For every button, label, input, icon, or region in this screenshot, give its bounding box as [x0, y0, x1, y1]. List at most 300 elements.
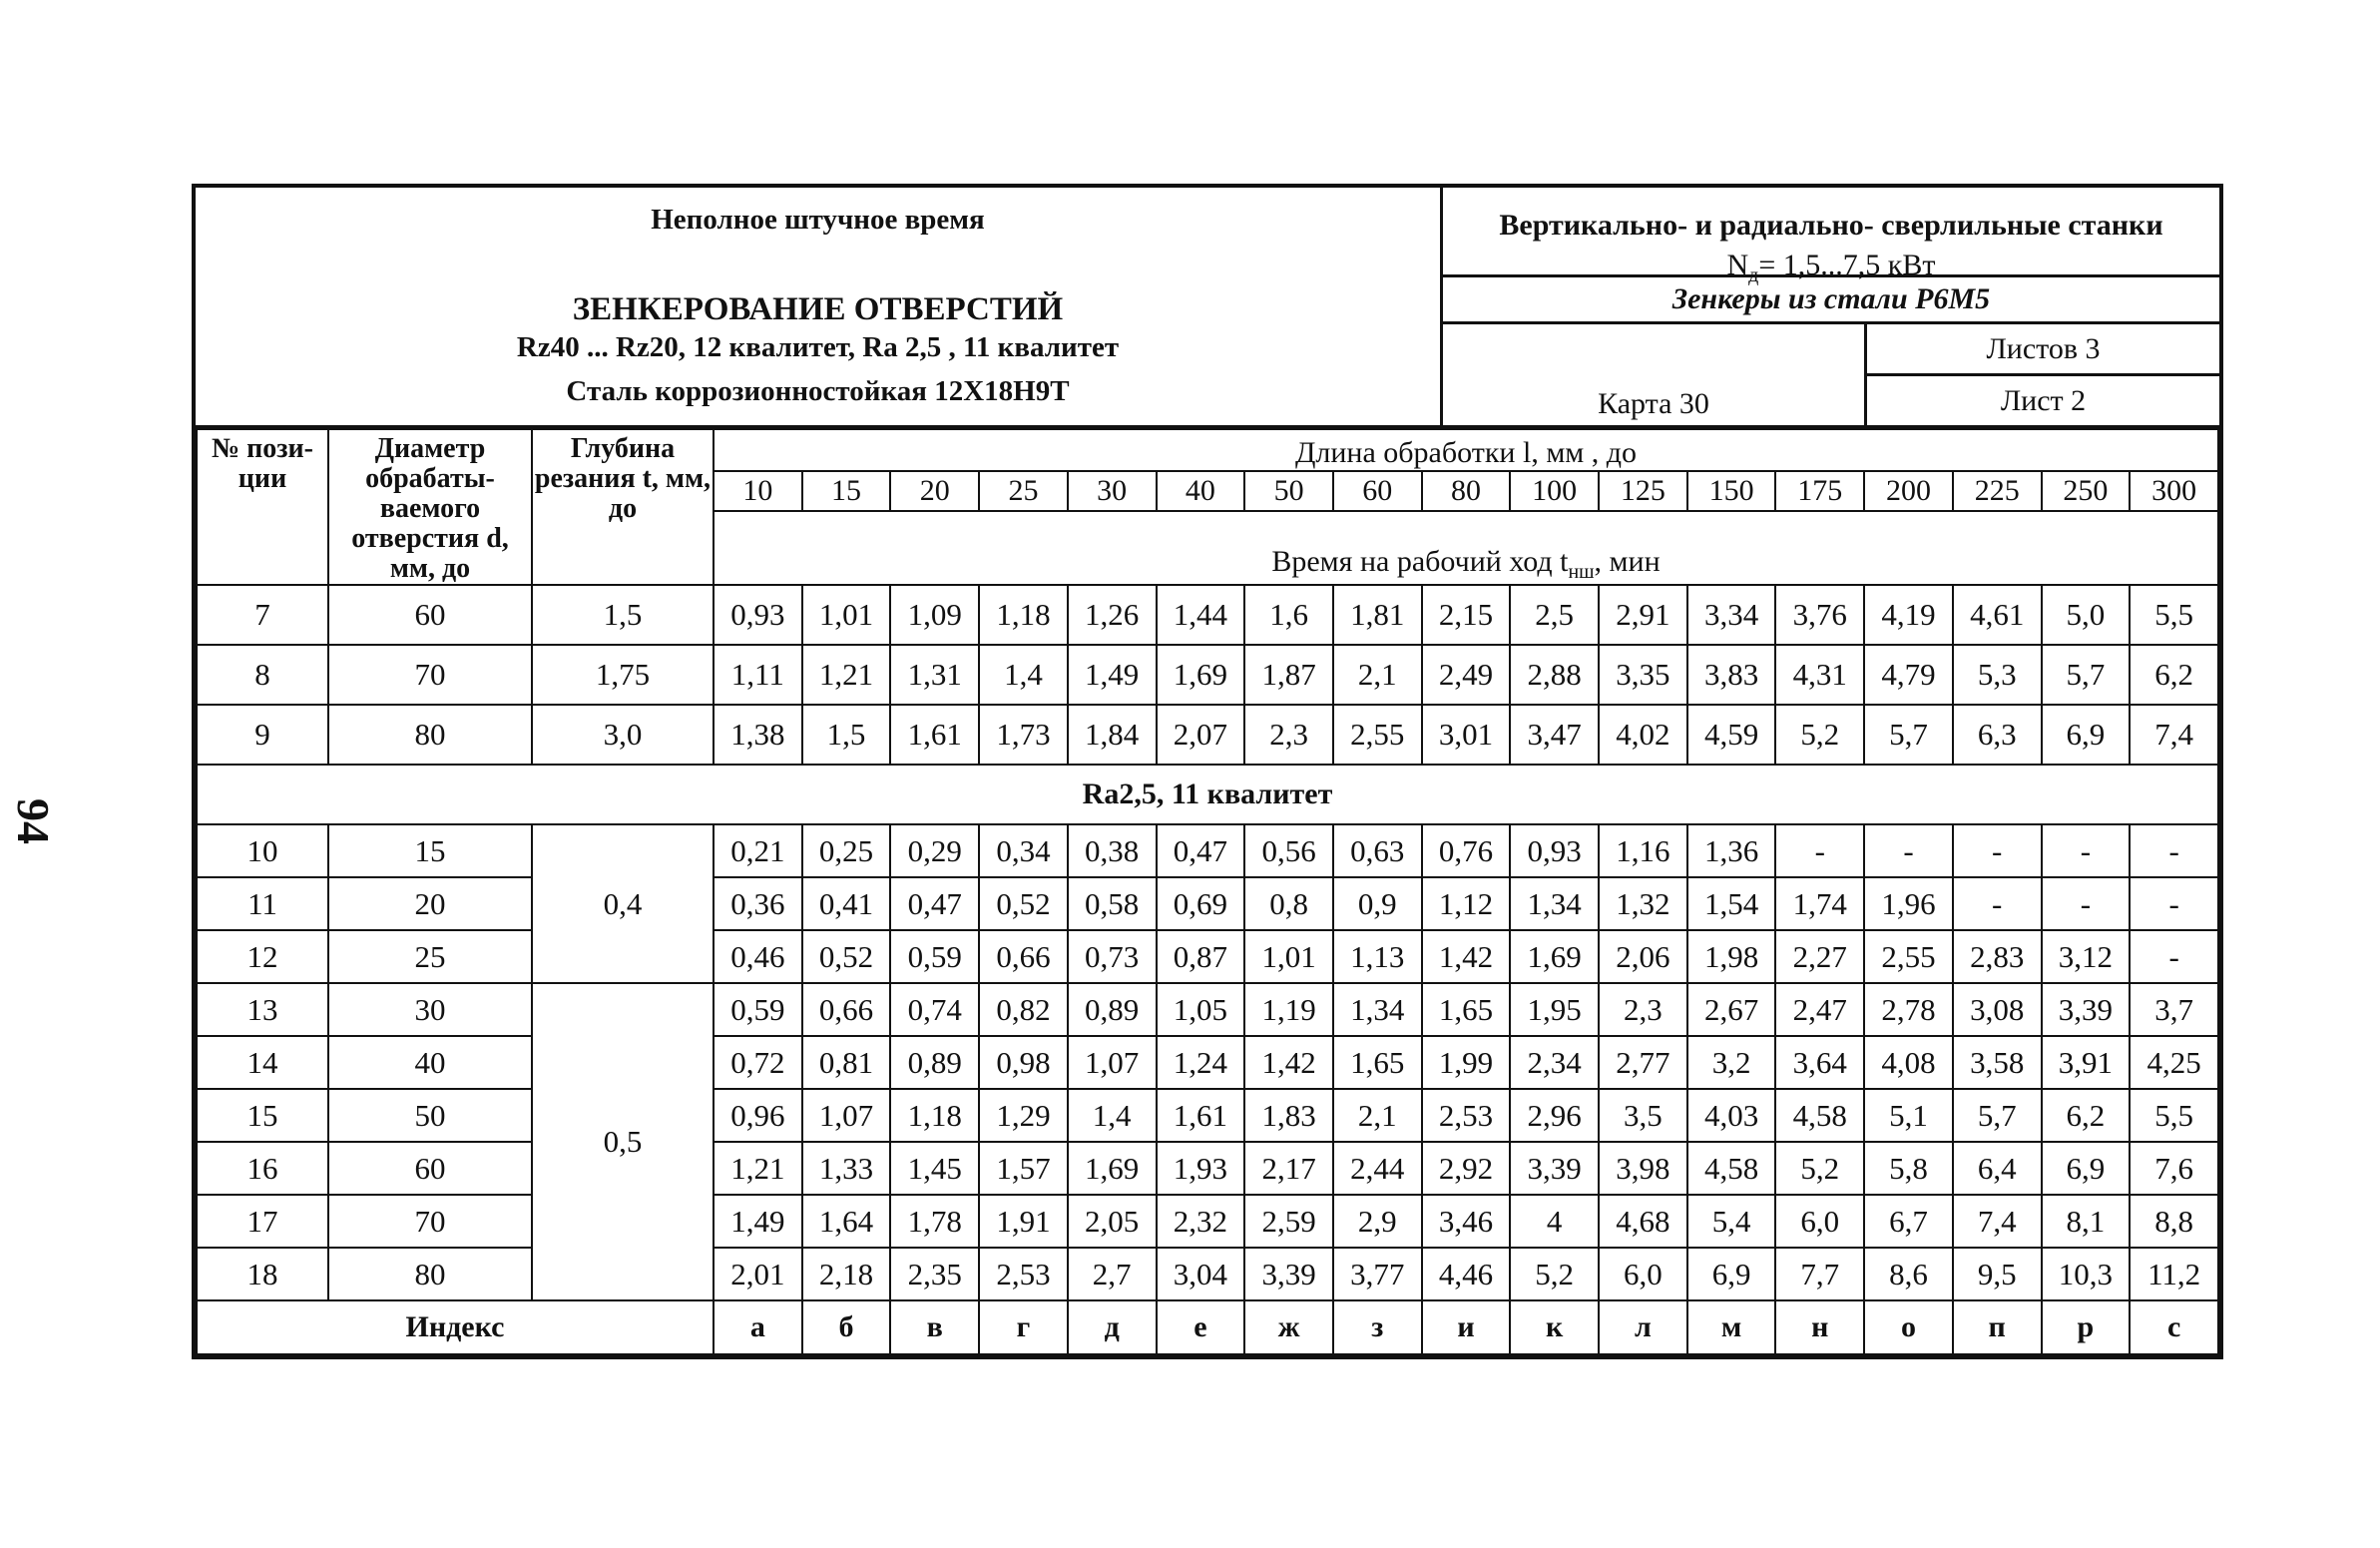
index-letter: а: [714, 1300, 802, 1354]
time-cell: 2,34: [1510, 1036, 1599, 1089]
time-cell: 1,32: [1599, 877, 1687, 930]
time-cell: 1,42: [1244, 1036, 1333, 1089]
time-cell: 2,78: [1864, 983, 1953, 1036]
time-header: Время на рабочий ход $t_{нш}$, мин: [714, 511, 2218, 585]
time-cell: 4,79: [1864, 645, 1953, 705]
header-title-block: [196, 188, 1443, 425]
length-value: 150: [1687, 471, 1776, 511]
time-cell: 1,01: [802, 585, 891, 645]
time-cell: 5,2: [1510, 1248, 1599, 1300]
time-cell: 5,5: [2130, 585, 2218, 645]
time-cell: 9,5: [1953, 1248, 2042, 1300]
time-cell: 1,91: [979, 1195, 1068, 1248]
position-cell: 14: [197, 1036, 328, 1089]
time-cell: 3,2: [1687, 1036, 1776, 1089]
time-cell: -: [2130, 930, 2218, 983]
time-cell: 6,9: [2042, 1142, 2131, 1195]
time-cell: -: [2042, 877, 2131, 930]
index-row: [197, 1300, 2218, 1354]
time-cell: 1,07: [1068, 1036, 1157, 1089]
table-row: [197, 1142, 2218, 1195]
time-cell: 3,76: [1775, 585, 1864, 645]
time-cell: 1,96: [1864, 877, 1953, 930]
sheet-info: [1867, 324, 2219, 425]
time-cell: 0,93: [1510, 824, 1599, 877]
diameter-cell: 60: [328, 585, 532, 645]
depth-cell: 1,75: [532, 645, 714, 705]
time-cell: 1,16: [1599, 824, 1687, 877]
time-cell: 1,57: [979, 1142, 1068, 1195]
time-cell: 4,02: [1599, 705, 1687, 765]
length-value: 15: [802, 471, 891, 511]
time-cell: 0,9: [1333, 877, 1422, 930]
time-cell: 7,6: [2130, 1142, 2218, 1195]
index-letter: к: [1510, 1300, 1599, 1354]
time-cell: 0,52: [979, 877, 1068, 930]
index-letter: з: [1333, 1300, 1422, 1354]
time-cell: 1,21: [802, 645, 891, 705]
time-cell: 1,98: [1687, 930, 1776, 983]
time-cell: 1,12: [1422, 877, 1511, 930]
time-cell: 1,99: [1422, 1036, 1511, 1089]
header-info-block: [1443, 188, 2219, 425]
time-cell: 1,61: [890, 705, 979, 765]
time-cell: 5,2: [1775, 705, 1864, 765]
section-row: [197, 765, 2218, 824]
time-cell: 3,77: [1333, 1248, 1422, 1300]
index-letter: с: [2130, 1300, 2218, 1354]
time-cell: 1,42: [1422, 930, 1511, 983]
machines-info: [1443, 188, 2219, 286]
time-cell: 2,83: [1953, 930, 2042, 983]
time-cell: 1,07: [802, 1089, 891, 1142]
time-cell: 0,73: [1068, 930, 1157, 983]
time-cell: 2,49: [1422, 645, 1511, 705]
card-header: [196, 188, 2219, 428]
time-cell: 3,04: [1157, 1248, 1245, 1300]
time-cell: 10,3: [2042, 1248, 2131, 1300]
table-row: [197, 585, 2218, 645]
time-cell: 2,1: [1333, 1089, 1422, 1142]
time-cell: -: [1953, 824, 2042, 877]
length-value: 200: [1864, 471, 1953, 511]
time-cell: 0,25: [802, 824, 891, 877]
length-value: 20: [890, 471, 979, 511]
time-cell: 5,5: [2130, 1089, 2218, 1142]
length-value: 30: [1068, 471, 1157, 511]
time-cell: 2,47: [1775, 983, 1864, 1036]
table-row: [197, 705, 2218, 765]
time-cell: 2,3: [1599, 983, 1687, 1036]
depth-cell: 0,4: [532, 824, 714, 983]
diameter-cell: 60: [328, 1142, 532, 1195]
index-letter: д: [1068, 1300, 1157, 1354]
index-letter: ж: [1244, 1300, 1333, 1354]
diameter-cell: 70: [328, 645, 532, 705]
depth-cell: 3,0: [532, 705, 714, 765]
time-cell: 2,96: [1510, 1089, 1599, 1142]
index-label: Индекс: [197, 1300, 714, 1354]
diameter-cell: 70: [328, 1195, 532, 1248]
header-subtitle: Неполное штучное время: [651, 204, 985, 236]
time-cell: 1,73: [979, 705, 1068, 765]
time-cell: 6,2: [2042, 1089, 2131, 1142]
time-cell: 0,69: [1157, 877, 1245, 930]
time-cell: 3,12: [2042, 930, 2131, 983]
time-cell: 0,98: [979, 1036, 1068, 1089]
time-cell: 1,69: [1068, 1142, 1157, 1195]
time-cell: 3,91: [2042, 1036, 2131, 1089]
position-cell: 13: [197, 983, 328, 1036]
time-cell: 2,5: [1510, 585, 1599, 645]
time-cell: 0,93: [714, 585, 802, 645]
time-cell: 0,89: [890, 1036, 979, 1089]
time-cell: 0,74: [890, 983, 979, 1036]
time-cell: 5,2: [1775, 1142, 1864, 1195]
depth-cell: 0,5: [532, 983, 714, 1300]
time-cell: 2,7: [1068, 1248, 1157, 1300]
time-cell: 2,35: [890, 1248, 979, 1300]
time-cell: 0,46: [714, 930, 802, 983]
table-row: [197, 1195, 2218, 1248]
time-cell: 1,61: [1157, 1089, 1245, 1142]
time-cell: 0,34: [979, 824, 1068, 877]
position-cell: 15: [197, 1089, 328, 1142]
machines-label: Вертикально- и радиально- сверлильные станки: [1499, 209, 2163, 242]
sheet-number: Лист 2: [2000, 383, 2087, 417]
time-cell: 4,61: [1953, 585, 2042, 645]
time-cell: 5,7: [1953, 1089, 2042, 1142]
time-cell: 1,93: [1157, 1142, 1245, 1195]
time-cell: 0,63: [1333, 824, 1422, 877]
time-cell: 2,91: [1599, 585, 1687, 645]
time-cell: 0,58: [1068, 877, 1157, 930]
time-cell: 0,36: [714, 877, 802, 930]
time-cell: 2,9: [1333, 1195, 1422, 1248]
time-cell: 0,66: [802, 983, 891, 1036]
time-cell: 0,72: [714, 1036, 802, 1089]
col-diameter-header: Диаметр обрабаты- ваемого отверстия d, мм, до: [328, 429, 532, 585]
position-cell: 7: [197, 585, 328, 645]
time-cell: 1,64: [802, 1195, 891, 1248]
time-cell: 1,87: [1244, 645, 1333, 705]
time-cell: 4,58: [1687, 1142, 1776, 1195]
col-position-header: № пози- ции: [197, 429, 328, 585]
time-cell: 0,59: [714, 983, 802, 1036]
time-cell: 1,4: [1068, 1089, 1157, 1142]
time-cell: 4,58: [1775, 1089, 1864, 1142]
time-cell: 4,08: [1864, 1036, 1953, 1089]
time-cell: 1,33: [802, 1142, 891, 1195]
time-cell: 4,03: [1687, 1089, 1776, 1142]
length-value: 300: [2130, 471, 2218, 511]
time-cell: 1,09: [890, 585, 979, 645]
tool-label: Зенкеры из стали Р6М5: [1443, 277, 2219, 324]
time-cell: -: [1864, 824, 1953, 877]
time-cell: 0,29: [890, 824, 979, 877]
time-cell: 5,3: [1953, 645, 2042, 705]
diameter-cell: 50: [328, 1089, 532, 1142]
diameter-cell: 30: [328, 983, 532, 1036]
time-cell: 1,95: [1510, 983, 1599, 1036]
time-cell: 2,32: [1157, 1195, 1245, 1248]
time-cell: 0,89: [1068, 983, 1157, 1036]
table-row: [197, 824, 2218, 877]
time-cell: 6,2: [2130, 645, 2218, 705]
time-cell: 3,39: [1244, 1248, 1333, 1300]
time-cell: 0,56: [1244, 824, 1333, 877]
time-cell: 1,65: [1333, 1036, 1422, 1089]
time-cell: 3,08: [1953, 983, 2042, 1036]
time-cell: 6,0: [1599, 1248, 1687, 1300]
time-cell: 6,9: [1687, 1248, 1776, 1300]
card-sheet-block: [1443, 324, 2219, 425]
length-value: 225: [1953, 471, 2042, 511]
time-cell: 0,47: [1157, 824, 1245, 877]
time-cell: 2,77: [1599, 1036, 1687, 1089]
time-cell: 1,6: [1244, 585, 1333, 645]
time-cell: 0,52: [802, 930, 891, 983]
time-cell: 7,4: [2130, 705, 2218, 765]
time-cell: 1,5: [802, 705, 891, 765]
time-cell: -: [1775, 824, 1864, 877]
time-cell: 8,8: [2130, 1195, 2218, 1248]
position-cell: 16: [197, 1142, 328, 1195]
time-cell: 6,3: [1953, 705, 2042, 765]
position-cell: 12: [197, 930, 328, 983]
table-row: [197, 1089, 2218, 1142]
time-cell: 4,31: [1775, 645, 1864, 705]
header-title: ЗЕНКЕРОВАНИЕ ОТВЕРСТИЙ: [572, 291, 1064, 327]
position-cell: 8: [197, 645, 328, 705]
time-cell: 2,06: [1599, 930, 1687, 983]
time-cell: 1,13: [1333, 930, 1422, 983]
time-cell: 1,31: [890, 645, 979, 705]
index-letter: н: [1775, 1300, 1864, 1354]
time-cell: 4,59: [1687, 705, 1776, 765]
time-cell: 1,83: [1244, 1089, 1333, 1142]
time-cell: 2,3: [1244, 705, 1333, 765]
time-cell: 3,5: [1599, 1089, 1687, 1142]
time-cell: 1,81: [1333, 585, 1422, 645]
time-cell: 0,96: [714, 1089, 802, 1142]
time-cell: 2,59: [1244, 1195, 1333, 1248]
length-value: 25: [979, 471, 1068, 511]
time-cell: 1,74: [1775, 877, 1864, 930]
length-value: 40: [1157, 471, 1245, 511]
time-cell: 2,17: [1244, 1142, 1333, 1195]
time-cell: 1,69: [1510, 930, 1599, 983]
length-value: 250: [2042, 471, 2131, 511]
length-value: 125: [1599, 471, 1687, 511]
length-header: Длина обработки l, мм , до: [714, 429, 2218, 471]
time-cell: 1,24: [1157, 1036, 1245, 1089]
time-cell: 6,7: [1864, 1195, 1953, 1248]
time-cell: 1,19: [1244, 983, 1333, 1036]
time-cell: 1,65: [1422, 983, 1511, 1036]
time-cell: 3,47: [1510, 705, 1599, 765]
time-cell: 0,21: [714, 824, 802, 877]
norm-card: [192, 184, 2223, 1359]
time-cell: 6,4: [1953, 1142, 2042, 1195]
position-cell: 11: [197, 877, 328, 930]
diameter-cell: 80: [328, 1248, 532, 1300]
col-depth-header: Глубина резания t, мм, до: [532, 429, 714, 585]
time-cell: 3,01: [1422, 705, 1511, 765]
table-row: [197, 877, 2218, 930]
time-cell: 1,11: [714, 645, 802, 705]
time-cell: 2,18: [802, 1248, 891, 1300]
time-cell: 7,4: [1953, 1195, 2042, 1248]
time-cell: 3,39: [2042, 983, 2131, 1036]
diameter-cell: 40: [328, 1036, 532, 1089]
time-cell: 5,1: [1864, 1089, 1953, 1142]
time-cell: 3,7: [2130, 983, 2218, 1036]
time-cell: 0,59: [890, 930, 979, 983]
time-cell: 6,0: [1775, 1195, 1864, 1248]
time-cell: 0,38: [1068, 824, 1157, 877]
time-cell: 2,53: [1422, 1089, 1511, 1142]
time-cell: 2,92: [1422, 1142, 1511, 1195]
time-cell: 5,0: [2042, 585, 2131, 645]
index-letter: е: [1157, 1300, 1245, 1354]
time-cell: 2,88: [1510, 645, 1599, 705]
index-letter: о: [1864, 1300, 1953, 1354]
time-cell: 2,01: [714, 1248, 802, 1300]
position-cell: 9: [197, 705, 328, 765]
time-cell: 0,87: [1157, 930, 1245, 983]
length-value: 100: [1510, 471, 1599, 511]
time-cell: 8,1: [2042, 1195, 2131, 1248]
time-cell: 3,46: [1422, 1195, 1511, 1248]
length-value: 60: [1333, 471, 1422, 511]
time-cell: 1,34: [1333, 983, 1422, 1036]
time-cell: 3,64: [1775, 1036, 1864, 1089]
time-cell: 1,4: [979, 645, 1068, 705]
time-cell: 4: [1510, 1195, 1599, 1248]
time-cell: -: [1953, 877, 2042, 930]
time-cell: 1,45: [890, 1142, 979, 1195]
sheets-total: Листов 3: [1867, 324, 2219, 376]
header-spec: Rz40 ... Rz20, 12 квалитет, Ra 2,5 , 11 квалитет: [516, 331, 1120, 363]
index-letter: и: [1422, 1300, 1511, 1354]
time-cell: 3,34: [1687, 585, 1776, 645]
diameter-cell: 25: [328, 930, 532, 983]
time-cell: 1,18: [890, 1089, 979, 1142]
time-cell: 4,19: [1864, 585, 1953, 645]
time-cell: 2,44: [1333, 1142, 1422, 1195]
time-cell: -: [2042, 824, 2131, 877]
section-label: Ra2,5, 11 квалитет: [197, 765, 2218, 824]
index-letter: г: [979, 1300, 1068, 1354]
card-number: Карта 30: [1443, 324, 1867, 425]
index-letter: м: [1687, 1300, 1776, 1354]
time-cell: 2,55: [1864, 930, 1953, 983]
time-cell: 11,2: [2130, 1248, 2218, 1300]
time-cell: 1,54: [1687, 877, 1776, 930]
time-cell: 0,76: [1422, 824, 1511, 877]
time-cell: 2,55: [1333, 705, 1422, 765]
length-value: 80: [1422, 471, 1511, 511]
index-letter: в: [890, 1300, 979, 1354]
time-cell: 5,7: [1864, 705, 1953, 765]
time-table: [196, 428, 2219, 1355]
position-cell: 17: [197, 1195, 328, 1248]
time-cell: 1,01: [1244, 930, 1333, 983]
time-cell: 2,07: [1157, 705, 1245, 765]
time-cell: 0,47: [890, 877, 979, 930]
time-cell: 4,46: [1422, 1248, 1511, 1300]
time-cell: 0,81: [802, 1036, 891, 1089]
time-cell: -: [2130, 877, 2218, 930]
table-row: [197, 930, 2218, 983]
time-cell: 1,34: [1510, 877, 1599, 930]
index-letter: п: [1953, 1300, 2042, 1354]
time-cell: 7,7: [1775, 1248, 1864, 1300]
time-cell: 4,25: [2130, 1036, 2218, 1089]
length-value: 175: [1775, 471, 1864, 511]
index-letter: р: [2042, 1300, 2131, 1354]
time-cell: 2,1: [1333, 645, 1422, 705]
header-material: Сталь коррозионностойкая 12Х18Н9Т: [566, 375, 1070, 407]
time-cell: 1,38: [714, 705, 802, 765]
table-row: [197, 645, 2218, 705]
table-row: [197, 1248, 2218, 1300]
diameter-cell: 80: [328, 705, 532, 765]
time-cell: 1,29: [979, 1089, 1068, 1142]
time-cell: 1,36: [1687, 824, 1776, 877]
time-cell: 3,39: [1510, 1142, 1599, 1195]
length-value: 50: [1244, 471, 1333, 511]
time-cell: 0,8: [1244, 877, 1333, 930]
position-cell: 10: [197, 824, 328, 877]
time-cell: 5,8: [1864, 1142, 1953, 1195]
time-cell: 1,44: [1157, 585, 1245, 645]
position-cell: 18: [197, 1248, 328, 1300]
time-cell: 1,21: [714, 1142, 802, 1195]
time-cell: 1,18: [979, 585, 1068, 645]
time-cell: 3,83: [1687, 645, 1776, 705]
length-value: 10: [714, 471, 802, 511]
time-cell: 2,05: [1068, 1195, 1157, 1248]
diameter-cell: 20: [328, 877, 532, 930]
time-cell: 5,4: [1687, 1195, 1776, 1248]
time-cell: 1,84: [1068, 705, 1157, 765]
time-cell: 3,35: [1599, 645, 1687, 705]
time-cell: 1,78: [890, 1195, 979, 1248]
time-cell: 1,26: [1068, 585, 1157, 645]
time-cell: 3,98: [1599, 1142, 1687, 1195]
diameter-cell: 15: [328, 824, 532, 877]
time-cell: 1,05: [1157, 983, 1245, 1036]
time-cell: 8,6: [1864, 1248, 1953, 1300]
time-cell: 6,9: [2042, 705, 2131, 765]
time-cell: 2,53: [979, 1248, 1068, 1300]
time-cell: -: [2130, 824, 2218, 877]
depth-cell: 1,5: [532, 585, 714, 645]
time-cell: 2,27: [1775, 930, 1864, 983]
time-cell: 0,66: [979, 930, 1068, 983]
time-cell: 0,41: [802, 877, 891, 930]
time-cell: 5,7: [2042, 645, 2131, 705]
time-cell: 0,82: [979, 983, 1068, 1036]
time-cell: 4,68: [1599, 1195, 1687, 1248]
table-row: [197, 983, 2218, 1036]
time-cell: 1,49: [1068, 645, 1157, 705]
time-cell: 1,69: [1157, 645, 1245, 705]
page-number: 94: [8, 798, 59, 844]
table-row: [197, 1036, 2218, 1089]
